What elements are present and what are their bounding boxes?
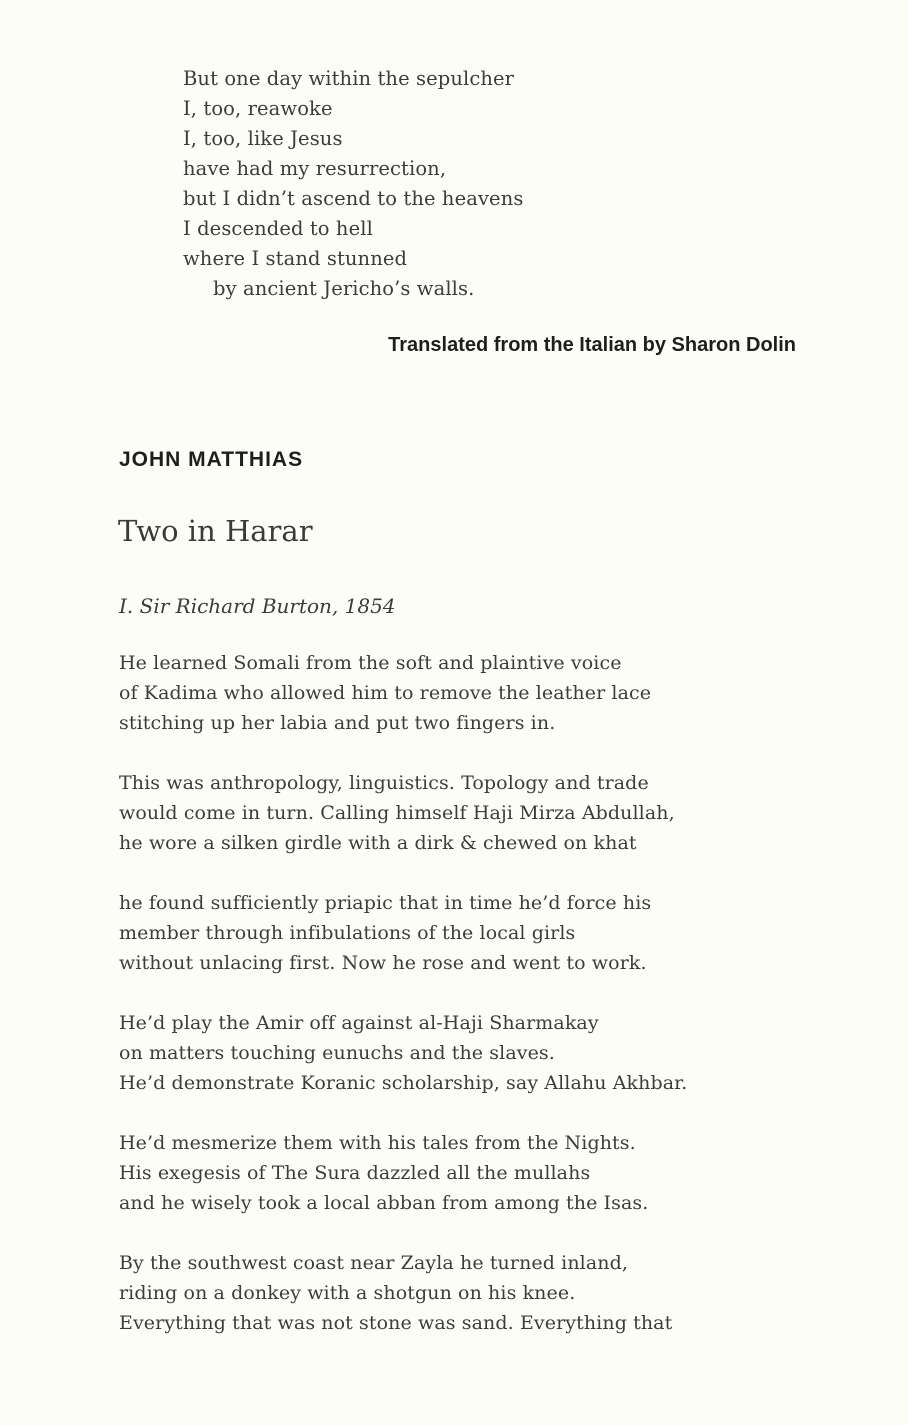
- poem-line: where I stand stunned: [183, 247, 408, 270]
- poem-title: Two in Harar: [118, 514, 313, 548]
- poem-line: without unlacing first. Now he rose and went to work.: [119, 952, 647, 974]
- poem-line: He’d mesmerize them with his tales from the Nights.: [119, 1132, 636, 1154]
- poem-line: he wore a silken girdle with a dirk & chewed on khat: [119, 832, 637, 854]
- poem-line: and he wisely took a local abban from among the Isas.: [119, 1192, 649, 1214]
- poem-line: He’d demonstrate Koranic scholarship, say Allahu Akhbar.: [119, 1072, 688, 1094]
- poem-body: [119, 648, 799, 1368]
- poem-line: But one day within the sepulcher: [183, 67, 515, 90]
- poem-line: on matters touching eunuchs and the slaves.: [119, 1042, 555, 1064]
- poem-line: He learned Somali from the soft and plaintive voice: [119, 652, 622, 674]
- poem-line: He’d play the Amir off against al-Haji Sharmakay: [119, 1012, 599, 1034]
- author-name: JOHN MATTHIAS: [119, 448, 304, 471]
- stanza: [119, 648, 799, 738]
- translator-credit: Translated from the Italian by Sharon Dolin: [388, 334, 796, 356]
- stanza: [119, 888, 799, 978]
- poem-line: I descended to hell: [183, 217, 373, 240]
- section-heading: I. Sir Richard Burton, 1854: [119, 594, 396, 618]
- poem-line: His exegesis of The Sura dazzled all the mullahs: [119, 1162, 591, 1184]
- poem-line: This was anthropology, linguistics. Topology and trade: [119, 772, 649, 794]
- poem-line: stitching up her labia and put two fingers in.: [119, 712, 556, 734]
- stanza: [119, 1248, 799, 1338]
- stanza: [119, 768, 799, 858]
- stanza: [119, 1008, 799, 1098]
- poem-line: I, too, reawoke: [183, 97, 333, 120]
- poem-line: he found sufficiently priapic that in time he’d force his: [119, 892, 652, 914]
- stanza: [119, 1128, 799, 1218]
- poem-line: I, too, like Jesus: [183, 127, 343, 150]
- poem-line: Everything that was not stone was sand. Everything that: [119, 1312, 673, 1334]
- poem-line: riding on a donkey with a shotgun on his knee.: [119, 1282, 576, 1304]
- poem-line: of Kadima who allowed him to remove the leather lace: [119, 682, 652, 704]
- continued-poem: [183, 64, 743, 304]
- poem-line: By the southwest coast near Zayla he turned inland,: [119, 1252, 629, 1274]
- poem-line: but I didn’t ascend to the heavens: [183, 187, 524, 210]
- poem-line: would come in turn. Calling himself Haji Mirza Abdullah,: [119, 802, 675, 824]
- poem-line: member through infibulations of the local girls: [119, 922, 576, 944]
- poem-line: have had my resurrection,: [183, 157, 447, 180]
- poem-line-indented: by ancient Jericho’s walls.: [213, 277, 475, 300]
